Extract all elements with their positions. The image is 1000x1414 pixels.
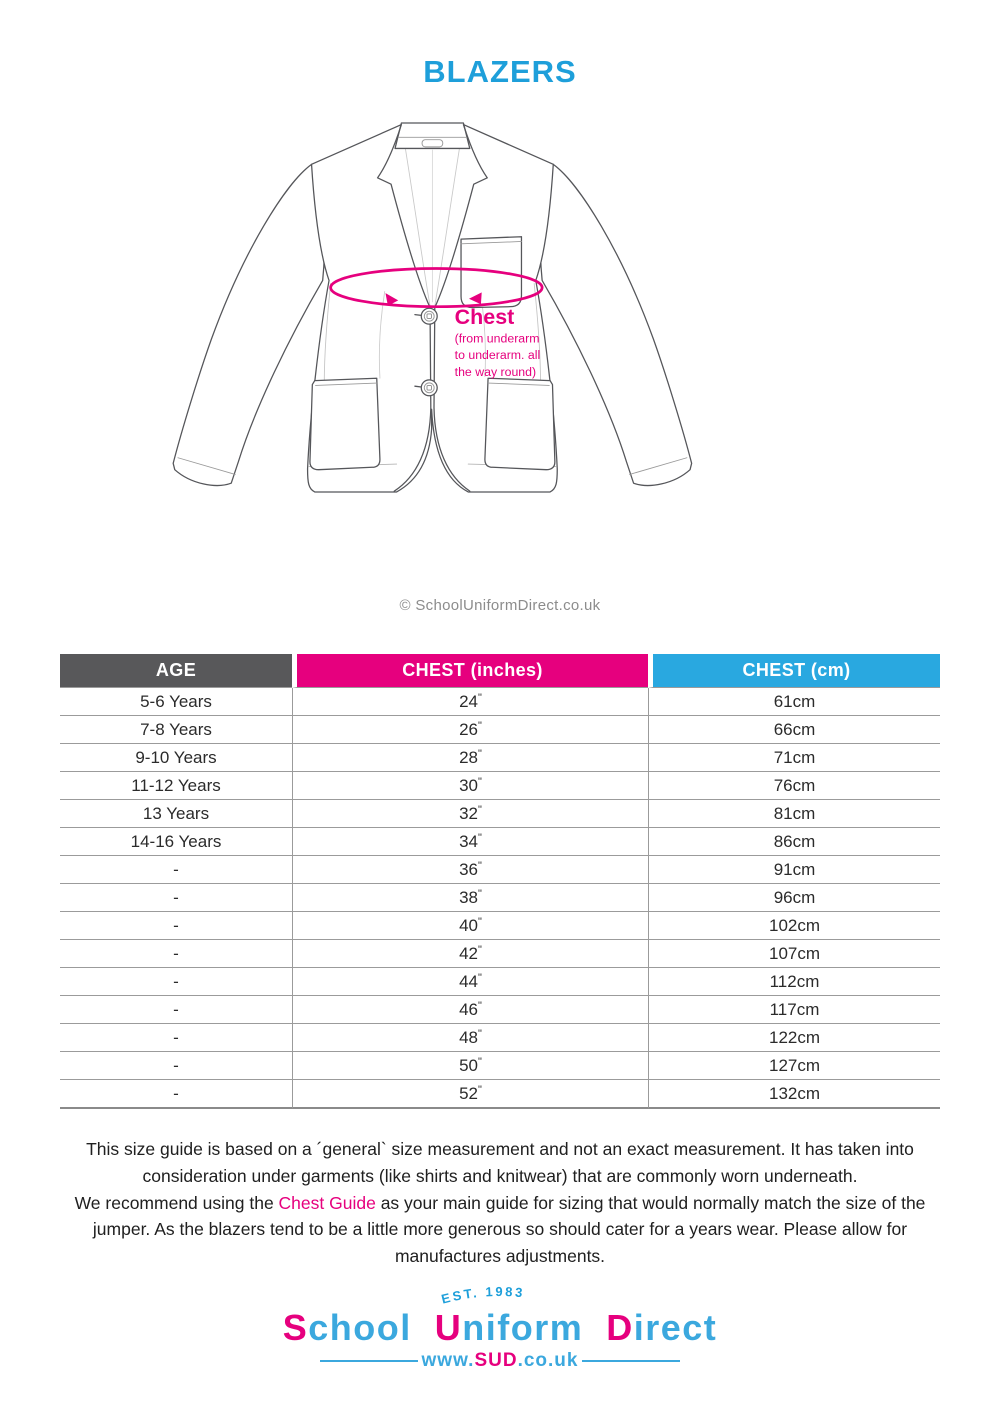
cell-cm: 86cm (648, 828, 940, 856)
inch-mark: " (478, 692, 482, 704)
url-www: www. (421, 1350, 475, 1371)
table-row (60, 1024, 940, 1052)
cell-inches: 48" (292, 1024, 648, 1052)
table-row (60, 996, 940, 1024)
left-dash-line (320, 1360, 418, 1362)
cell-age: 13 Years (60, 800, 292, 828)
cell-inches: 44" (292, 968, 648, 996)
cell-age: - (60, 912, 292, 940)
inch-mark: " (478, 1084, 482, 1096)
cell-cm: 117cm (648, 996, 940, 1024)
cell-inches: 52" (292, 1080, 648, 1109)
logo-word-school: chool (308, 1307, 412, 1348)
chest-note-2: to underarm. all (454, 348, 541, 363)
table-row (60, 688, 940, 716)
logo-est-text: EST. 1983 (439, 1283, 526, 1307)
table-row (60, 1080, 940, 1109)
cell-age: - (60, 940, 292, 968)
cell-inches: 30" (292, 772, 648, 800)
inch-mark: " (478, 804, 482, 816)
inch-mark: " (478, 1056, 482, 1068)
left-pocket (310, 378, 380, 469)
cell-cm: 61cm (648, 688, 940, 716)
table-row (60, 716, 940, 744)
collar (395, 123, 470, 148)
cell-cm: 71cm (648, 744, 940, 772)
cell-cm: 102cm (648, 912, 940, 940)
table-row (60, 940, 940, 968)
cell-inches: 42" (292, 940, 648, 968)
inch-mark: " (478, 916, 482, 928)
brand-logo (0, 1282, 1000, 1372)
table-row (60, 884, 940, 912)
cell-inches: 34" (292, 828, 648, 856)
cell-cm: 91cm (648, 856, 940, 884)
blazer-diagram (170, 112, 830, 592)
logo-url-row (0, 1350, 1000, 1372)
left-sleeve (173, 164, 324, 485)
cell-age: - (60, 1080, 292, 1109)
table-row (60, 912, 940, 940)
cell-inches: 24" (292, 688, 648, 716)
cell-inches: 28" (292, 744, 648, 772)
cell-inches: 26" (292, 716, 648, 744)
cell-age: 11-12 Years (60, 772, 292, 800)
cell-inches: 38" (292, 884, 648, 912)
page-title: BLAZERS (423, 54, 577, 89)
cell-inches: 46" (292, 996, 648, 1024)
logo-url (418, 1350, 583, 1372)
right-pocket (485, 378, 555, 469)
inch-mark: " (478, 720, 482, 732)
cell-age: 7-8 Years (60, 716, 292, 744)
chest-note-3: the way round) (454, 364, 537, 379)
logo-initial-s: S (282, 1307, 309, 1348)
blazer-illustration-svg (170, 112, 830, 592)
logo-initial-u: U (434, 1307, 463, 1348)
cell-inches: 36" (292, 856, 648, 884)
notes-line2-before: We recommend using the (74, 1192, 279, 1213)
cell-cm: 122cm (648, 1024, 940, 1052)
notes-line2-after: as your main guide for sizing that would normally match the size of the jumper. As the blazers tend to be a little more generous so should cater for a years wear. Please allow for manufactures adjustments. (92, 1192, 926, 1267)
url-tld: .co.uk (517, 1350, 579, 1371)
cell-age: - (60, 1052, 292, 1080)
size-table (60, 654, 940, 1109)
cell-age: - (60, 968, 292, 996)
cell-cm: 81cm (648, 800, 940, 828)
chest-label: Chest (454, 305, 515, 330)
table-row (60, 968, 940, 996)
logo-word-uniform: niform (462, 1307, 584, 1348)
inch-mark: " (478, 748, 482, 760)
chest-note-1: (from underarm (454, 331, 540, 346)
right-dash-line (582, 1360, 680, 1362)
cell-age: - (60, 884, 292, 912)
svg-text:EST. 1983 (440, 1284, 526, 1307)
copyright-text: © SchoolUniformDirect.co.uk (399, 597, 601, 614)
cell-age: - (60, 1024, 292, 1052)
cell-cm: 112cm (648, 968, 940, 996)
inch-mark: " (478, 1000, 482, 1012)
table-row (60, 744, 940, 772)
header-age: AGE (60, 654, 292, 688)
table-row (60, 828, 940, 856)
cell-inches: 40" (292, 912, 648, 940)
inch-mark: " (478, 832, 482, 844)
chest-guide-link: Chest Guide (278, 1192, 376, 1213)
inch-mark: " (478, 1028, 482, 1040)
inch-mark: " (478, 972, 482, 984)
table-row (60, 1052, 940, 1080)
cell-age: 5-6 Years (60, 688, 292, 716)
cell-cm: 96cm (648, 884, 940, 912)
cell-age: 14-16 Years (60, 828, 292, 856)
size-guide-notes (45, 1136, 955, 1270)
table-row (60, 772, 940, 800)
cell-age: - (60, 996, 292, 1024)
cell-cm: 132cm (648, 1080, 940, 1109)
table-header-row (60, 654, 940, 688)
cell-inches: 50" (292, 1052, 648, 1080)
size-table-body (60, 688, 940, 1109)
logo-initial-d: D (606, 1307, 634, 1348)
logo-name (0, 1308, 1000, 1348)
logo-word-direct: irect (633, 1307, 718, 1348)
notes-line1: This size guide is based on a ´general` size measurement and not an exact measurement. It has taken into consideration under garments (like shirts and knitwear) that are commonly worn underneath. (86, 1139, 914, 1186)
inch-mark: " (478, 776, 482, 788)
cell-cm: 76cm (648, 772, 940, 800)
cell-cm: 66cm (648, 716, 940, 744)
cell-cm: 107cm (648, 940, 940, 968)
inch-mark: " (478, 860, 482, 872)
cell-inches: 32" (292, 800, 648, 828)
url-sud: SUD (474, 1350, 518, 1371)
inch-mark: " (478, 888, 482, 900)
right-sleeve (541, 164, 692, 485)
hanger-loop (422, 140, 443, 147)
table-row (60, 856, 940, 884)
cell-cm: 127cm (648, 1052, 940, 1080)
cell-age: - (60, 856, 292, 884)
header-chest-cm: CHEST (cm) (648, 654, 940, 688)
table-row (60, 800, 940, 828)
header-chest-inches: CHEST (inches) (292, 654, 648, 688)
inch-mark: " (478, 944, 482, 956)
cell-age: 9-10 Years (60, 744, 292, 772)
logo-est-arc (0, 1282, 1000, 1308)
